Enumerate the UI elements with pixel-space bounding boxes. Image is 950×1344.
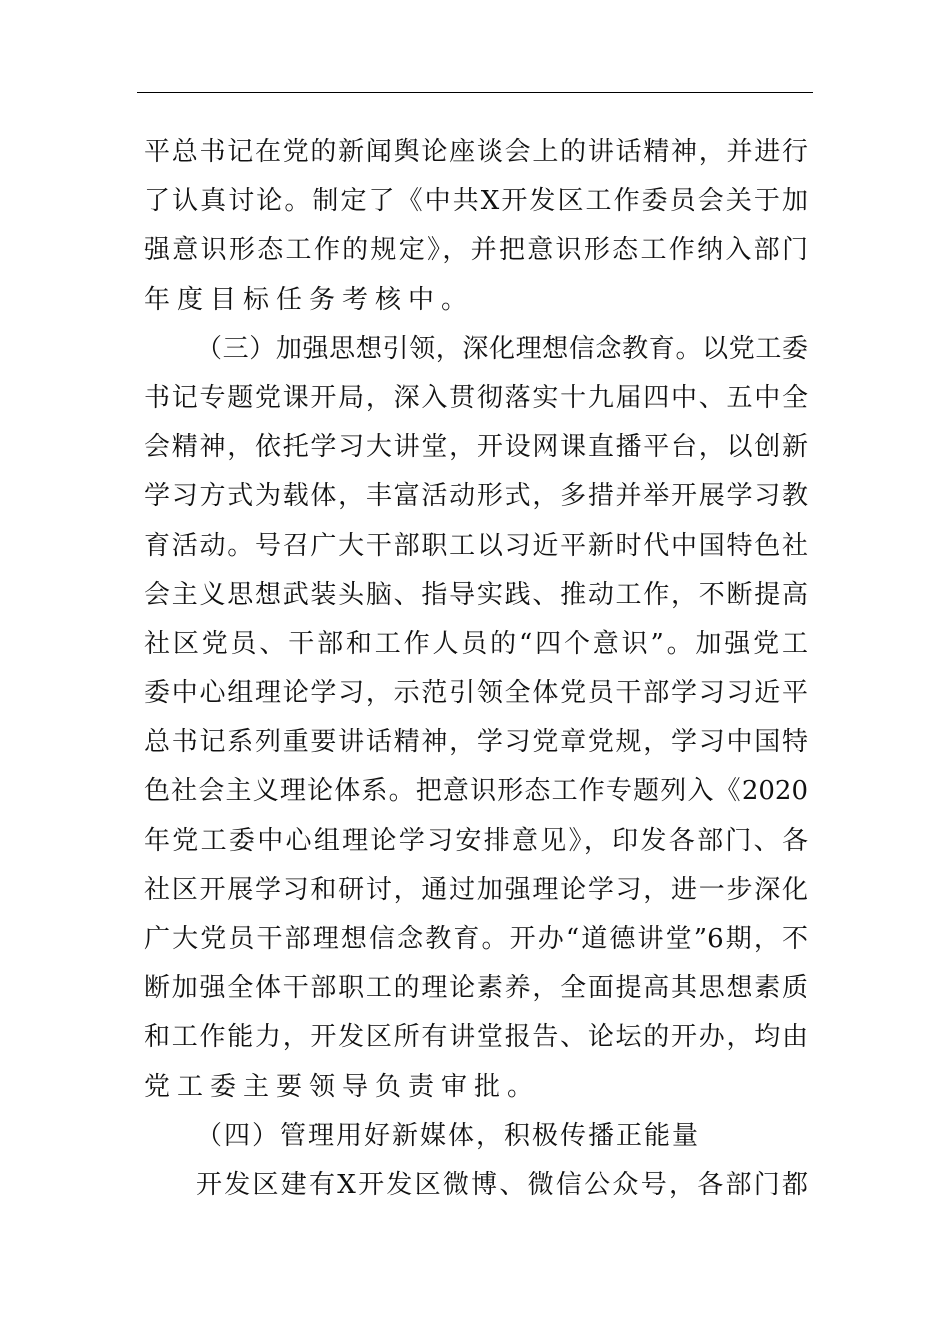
section-4-heading: （四）管理用好新媒体，积极传播正能量 bbox=[196, 1120, 701, 1151]
text-line: 和工作能力，开发区所有讲堂报告、论坛的开办，均由 bbox=[144, 1022, 808, 1053]
text-line: 平总书记在党的新闻舆论座谈会上的讲话精神，并进行 bbox=[144, 137, 808, 167]
text-line: 年度目标任务考核中。 bbox=[144, 284, 475, 315]
text-line: 广大党员干部理想信念教育。开办“道德讲堂”6期，不 bbox=[144, 924, 808, 954]
text-line: 委中心组理论学习，示范引领全体党员干部学习习近平 bbox=[144, 678, 808, 709]
text-line: 学习方式为载体，丰富活动形式，多措并举开展学习教 bbox=[144, 481, 808, 512]
text-line: 了认真讨论。制定了《中共X开发区工作委员会关于加 bbox=[144, 186, 808, 217]
text-line: 色社会主义理论体系。把意识形态工作专题列入《2020 bbox=[144, 776, 808, 807]
text-line: 会主义思想武装头脑、指导实践、推动工作，不断提高 bbox=[144, 579, 808, 610]
text-line: 党工委主要领导负责审批。 bbox=[144, 1071, 541, 1102]
text-line: 强意识形态工作的规定》，并把意识形态工作纳入部门 bbox=[144, 235, 808, 266]
text-line: 育活动。号召广大干部职工以习近平新时代中国特色社 bbox=[144, 530, 808, 561]
section-3-heading-line: （三）加强思想引领，深化理想信念教育。以党工委 bbox=[196, 333, 808, 364]
text-line: 社区党员、干部和工作人员的“四个意识”。加强党工 bbox=[144, 628, 808, 659]
body-text bbox=[144, 128, 808, 1210]
text-line: 会精神，依托学习大讲堂，开设网课直播平台，以创新 bbox=[144, 432, 808, 463]
text-line: 书记专题党课开局，深入贯彻落实十九届四中、五中全 bbox=[144, 382, 808, 413]
text-line: 社区开展学习和研讨，通过加强理论学习，进一步深化 bbox=[144, 874, 808, 905]
header-rule bbox=[137, 92, 813, 93]
text-line: 总书记系列重要讲话精神，学习党章党规，学习中国特 bbox=[144, 727, 808, 758]
text-line: 年党工委中心组理论学习安排意见》，印发各部门、各 bbox=[144, 825, 808, 856]
text-line: 断加强全体干部职工的理论素养，全面提高其思想素质 bbox=[144, 973, 808, 1004]
text-line: 开发区建有X开发区微博、微信公众号，各部门都 bbox=[196, 1169, 808, 1200]
